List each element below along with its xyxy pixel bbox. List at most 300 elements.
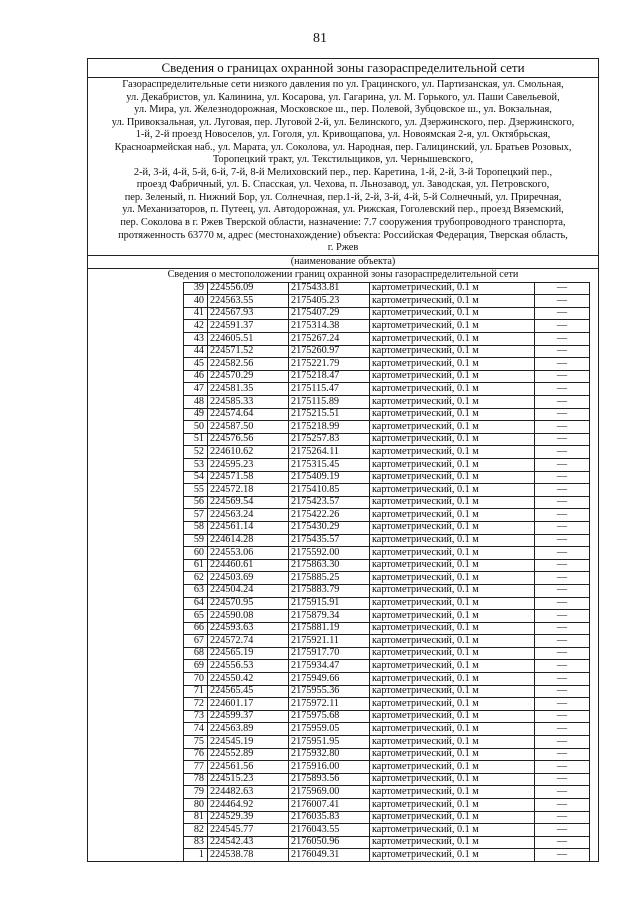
point-number: 58 <box>184 521 208 534</box>
point-number: 50 <box>184 421 208 434</box>
method-accuracy: картометрический, 0.1 м <box>370 458 535 471</box>
method-accuracy: картометрический, 0.1 м <box>370 320 535 333</box>
row-spacer <box>590 358 600 371</box>
description-dash: — <box>535 799 590 812</box>
method-accuracy: картометрический, 0.1 м <box>370 370 535 383</box>
row-spacer <box>87 421 184 434</box>
row-spacer <box>87 584 184 597</box>
point-number: 64 <box>184 597 208 610</box>
description-dash: — <box>535 836 590 849</box>
description-dash: — <box>535 282 590 295</box>
y-coordinate: 2175257.83 <box>289 433 370 446</box>
row-spacer <box>590 836 600 849</box>
description-line: 2-й, 3-й, 4-й, 5-й, 6-й, 7-й, 8-й Мелиховский пер., пер. Каретина, 1-й, 2-й, 3-й Торопецкий пер., <box>133 166 553 178</box>
row-spacer <box>590 660 600 673</box>
point-number: 69 <box>184 660 208 673</box>
description-line: Торопецкий тракт, ул. Текстильщиков, ул. Чернышевского, <box>212 154 474 166</box>
row-spacer <box>590 811 600 824</box>
row-spacer <box>87 635 184 648</box>
row-spacer <box>590 761 600 774</box>
x-coordinate: 224599.37 <box>208 710 289 723</box>
table-row <box>87 723 599 736</box>
row-spacer <box>590 458 600 471</box>
point-number: 47 <box>184 383 208 396</box>
y-coordinate: 2175917.70 <box>289 647 370 660</box>
x-coordinate: 224610.62 <box>208 446 289 459</box>
coordinates-table <box>87 282 599 861</box>
row-spacer <box>590 710 600 723</box>
table-row <box>87 370 599 383</box>
y-coordinate: 2175410.85 <box>289 484 370 497</box>
description-line: пер. Зеленый, п. Нижний Бор, ул. Солнечная, пер.1-й, 2-й, 3-й, 4-й, 5-й Солнечный, ул. Приречная, <box>124 191 562 203</box>
method-accuracy: картометрический, 0.1 м <box>370 836 535 849</box>
y-coordinate: 2175260.97 <box>289 345 370 358</box>
row-spacer <box>590 572 600 585</box>
method-accuracy: картометрический, 0.1 м <box>370 559 535 572</box>
x-coordinate: 224574.64 <box>208 408 289 421</box>
row-spacer <box>590 421 600 434</box>
method-accuracy: картометрический, 0.1 м <box>370 333 535 346</box>
y-coordinate: 2175949.66 <box>289 673 370 686</box>
y-coordinate: 2175215.51 <box>289 408 370 421</box>
description-dash: — <box>535 471 590 484</box>
y-coordinate: 2176050.96 <box>289 836 370 849</box>
description-dash: — <box>535 647 590 660</box>
row-spacer <box>590 698 600 711</box>
table-row <box>87 698 599 711</box>
table-row <box>87 736 599 749</box>
x-coordinate: 224561.56 <box>208 761 289 774</box>
table-row <box>87 824 599 837</box>
row-spacer <box>590 559 600 572</box>
description-dash: — <box>535 484 590 497</box>
point-number: 61 <box>184 559 208 572</box>
row-spacer <box>87 458 184 471</box>
description-dash: — <box>535 660 590 673</box>
x-coordinate: 224570.29 <box>208 370 289 383</box>
description-line: г. Ржев <box>327 242 359 254</box>
x-coordinate: 224571.52 <box>208 345 289 358</box>
row-spacer <box>590 496 600 509</box>
point-number: 82 <box>184 824 208 837</box>
table-row <box>87 597 599 610</box>
x-coordinate: 224460.61 <box>208 559 289 572</box>
point-number: 71 <box>184 685 208 698</box>
table-row <box>87 748 599 761</box>
method-accuracy: картометрический, 0.1 м <box>370 811 535 824</box>
table-row <box>87 761 599 774</box>
point-number: 81 <box>184 811 208 824</box>
description-dash: — <box>535 748 590 761</box>
row-spacer <box>87 383 184 396</box>
point-number: 62 <box>184 572 208 585</box>
row-spacer <box>590 446 600 459</box>
y-coordinate: 2175221.79 <box>289 358 370 371</box>
row-spacer <box>87 761 184 774</box>
table-row <box>87 534 599 547</box>
y-coordinate: 2176043.55 <box>289 824 370 837</box>
description-dash: — <box>535 635 590 648</box>
y-coordinate: 2175881.19 <box>289 622 370 635</box>
description-dash: — <box>535 811 590 824</box>
point-number: 55 <box>184 484 208 497</box>
row-spacer <box>87 521 184 534</box>
description-dash: — <box>535 521 590 534</box>
description-dash: — <box>535 446 590 459</box>
point-number: 72 <box>184 698 208 711</box>
point-number: 60 <box>184 547 208 560</box>
method-accuracy: картометрический, 0.1 м <box>370 396 535 409</box>
method-accuracy: картометрический, 0.1 м <box>370 572 535 585</box>
row-spacer <box>590 673 600 686</box>
x-coordinate: 224529.39 <box>208 811 289 824</box>
row-spacer <box>87 282 184 295</box>
y-coordinate: 2175314.38 <box>289 320 370 333</box>
method-accuracy: картометрический, 0.1 м <box>370 383 535 396</box>
row-spacer <box>87 597 184 610</box>
x-coordinate: 224482.63 <box>208 786 289 799</box>
coordinates-heading: Сведения о местоположении границ охранной зоны газораспределительной сети <box>88 268 598 282</box>
table-row <box>87 584 599 597</box>
point-number: 39 <box>184 282 208 295</box>
x-coordinate: 224538.78 <box>208 849 289 861</box>
row-spacer <box>590 307 600 320</box>
table-row <box>87 307 599 320</box>
description-dash: — <box>535 370 590 383</box>
row-spacer <box>590 383 600 396</box>
description-dash: — <box>535 773 590 786</box>
point-number: 65 <box>184 610 208 623</box>
description-dash: — <box>535 710 590 723</box>
method-accuracy: картометрический, 0.1 м <box>370 698 535 711</box>
row-spacer <box>590 736 600 749</box>
description-dash: — <box>535 572 590 585</box>
table-row <box>87 773 599 786</box>
point-number: 56 <box>184 496 208 509</box>
y-coordinate: 2175951.95 <box>289 736 370 749</box>
point-number: 78 <box>184 773 208 786</box>
x-coordinate: 224572.18 <box>208 484 289 497</box>
table-row <box>87 547 599 560</box>
point-number: 40 <box>184 295 208 308</box>
method-accuracy: картометрический, 0.1 м <box>370 673 535 686</box>
point-number: 73 <box>184 710 208 723</box>
y-coordinate: 2175409.19 <box>289 471 370 484</box>
row-spacer <box>590 534 600 547</box>
method-accuracy: картометрический, 0.1 м <box>370 736 535 749</box>
x-coordinate: 224565.45 <box>208 685 289 698</box>
x-coordinate: 224576.56 <box>208 433 289 446</box>
table-row <box>87 484 599 497</box>
x-coordinate: 224570.95 <box>208 597 289 610</box>
table-row <box>87 458 599 471</box>
row-spacer <box>590 635 600 648</box>
table-row <box>87 622 599 635</box>
description-line: ул. Мира, ул. Железнодорожная, Московское ш., пер. Полевой, Зубцовское ш., ул. Вокзальная, <box>134 104 552 116</box>
row-spacer <box>590 408 600 421</box>
table-row <box>87 496 599 509</box>
row-spacer <box>590 584 600 597</box>
row-spacer <box>87 710 184 723</box>
description-line: Красноармейская наб., ул. Марата, ул. Соколова, ул. Народная, пер. Галицинский, ул. Братьев Розовых, <box>114 141 572 153</box>
point-number: 46 <box>184 370 208 383</box>
point-number: 41 <box>184 307 208 320</box>
point-number: 49 <box>184 408 208 421</box>
method-accuracy: картометрический, 0.1 м <box>370 773 535 786</box>
row-spacer <box>87 773 184 786</box>
x-coordinate: 224552.89 <box>208 748 289 761</box>
description-dash: — <box>535 383 590 396</box>
description-dash: — <box>535 597 590 610</box>
x-coordinate: 224563.24 <box>208 509 289 522</box>
row-spacer <box>87 547 184 560</box>
y-coordinate: 2175915.91 <box>289 597 370 610</box>
method-accuracy: картометрический, 0.1 м <box>370 723 535 736</box>
y-coordinate: 2175893.56 <box>289 773 370 786</box>
row-spacer <box>87 685 184 698</box>
x-coordinate: 224591.37 <box>208 320 289 333</box>
row-spacer <box>87 799 184 812</box>
y-coordinate: 2175879.34 <box>289 610 370 623</box>
row-spacer <box>87 673 184 686</box>
y-coordinate: 2175430.29 <box>289 521 370 534</box>
description-dash: — <box>535 458 590 471</box>
method-accuracy: картометрический, 0.1 м <box>370 610 535 623</box>
table-row <box>87 635 599 648</box>
table-row <box>87 647 599 660</box>
row-spacer <box>590 824 600 837</box>
row-spacer <box>590 647 600 660</box>
method-accuracy: картометрический, 0.1 м <box>370 421 535 434</box>
row-spacer <box>87 534 184 547</box>
point-number: 1 <box>184 849 208 861</box>
table-row <box>87 433 599 446</box>
row-spacer <box>87 446 184 459</box>
point-number: 48 <box>184 396 208 409</box>
table-row <box>87 320 599 333</box>
section-heading: Сведения о границах охранной зоны газораспределительной сети <box>88 59 598 78</box>
method-accuracy: картометрический, 0.1 м <box>370 597 535 610</box>
point-number: 57 <box>184 509 208 522</box>
row-spacer <box>590 509 600 522</box>
description-dash: — <box>535 698 590 711</box>
x-coordinate: 224553.06 <box>208 547 289 560</box>
point-number: 75 <box>184 736 208 749</box>
table-row <box>87 660 599 673</box>
row-spacer <box>590 282 600 295</box>
x-coordinate: 224563.55 <box>208 295 289 308</box>
x-coordinate: 224572.74 <box>208 635 289 648</box>
method-accuracy: картометрический, 0.1 м <box>370 534 535 547</box>
table-row <box>87 849 599 861</box>
row-spacer <box>87 698 184 711</box>
description-dash: — <box>535 421 590 434</box>
row-spacer <box>590 433 600 446</box>
method-accuracy: картометрический, 0.1 м <box>370 408 535 421</box>
document-section <box>87 58 599 862</box>
point-number: 70 <box>184 673 208 686</box>
row-spacer <box>590 849 600 861</box>
method-accuracy: картометрический, 0.1 м <box>370 484 535 497</box>
row-spacer <box>590 748 600 761</box>
method-accuracy: картометрический, 0.1 м <box>370 710 535 723</box>
y-coordinate: 2175218.47 <box>289 370 370 383</box>
row-spacer <box>87 408 184 421</box>
object-description <box>88 78 598 255</box>
x-coordinate: 224571.58 <box>208 471 289 484</box>
y-coordinate: 2175433.81 <box>289 282 370 295</box>
x-coordinate: 224582.56 <box>208 358 289 371</box>
description-dash: — <box>535 408 590 421</box>
x-coordinate: 224595.23 <box>208 458 289 471</box>
point-number: 79 <box>184 786 208 799</box>
row-spacer <box>87 433 184 446</box>
y-coordinate: 2175264.11 <box>289 446 370 459</box>
y-coordinate: 2176049.31 <box>289 849 370 861</box>
row-spacer <box>87 320 184 333</box>
y-coordinate: 2175405.23 <box>289 295 370 308</box>
point-number: 51 <box>184 433 208 446</box>
method-accuracy: картометрический, 0.1 м <box>370 660 535 673</box>
table-row <box>87 559 599 572</box>
description-dash: — <box>535 610 590 623</box>
y-coordinate: 2175972.11 <box>289 698 370 711</box>
description-dash: — <box>535 786 590 799</box>
point-number: 66 <box>184 622 208 635</box>
table-row <box>87 610 599 623</box>
y-coordinate: 2175422.26 <box>289 509 370 522</box>
x-coordinate: 224567.93 <box>208 307 289 320</box>
y-coordinate: 2175267.24 <box>289 333 370 346</box>
point-number: 54 <box>184 471 208 484</box>
x-coordinate: 224593.63 <box>208 622 289 635</box>
x-coordinate: 224515.23 <box>208 773 289 786</box>
point-number: 52 <box>184 446 208 459</box>
description-dash: — <box>535 396 590 409</box>
point-number: 42 <box>184 320 208 333</box>
table-row <box>87 685 599 698</box>
point-number: 76 <box>184 748 208 761</box>
y-coordinate: 2175975.68 <box>289 710 370 723</box>
method-accuracy: картометрический, 0.1 м <box>370 433 535 446</box>
method-accuracy: картометрический, 0.1 м <box>370 345 535 358</box>
x-coordinate: 224561.14 <box>208 521 289 534</box>
x-coordinate: 224464.92 <box>208 799 289 812</box>
y-coordinate: 2175883.79 <box>289 584 370 597</box>
table-row <box>87 421 599 434</box>
description-line: 1-й, 2-й проезд Новоселов, ул. Гоголя, ул. Кривощапова, ул. Новоямская 2-я, ул. Октябрьская, <box>135 129 551 141</box>
table-row <box>87 383 599 396</box>
y-coordinate: 2175115.47 <box>289 383 370 396</box>
method-accuracy: картометрический, 0.1 м <box>370 471 535 484</box>
description-dash: — <box>535 509 590 522</box>
method-accuracy: картометрический, 0.1 м <box>370 509 535 522</box>
point-number: 80 <box>184 799 208 812</box>
description-dash: — <box>535 496 590 509</box>
row-spacer <box>590 685 600 698</box>
y-coordinate: 2175115.89 <box>289 396 370 409</box>
method-accuracy: картометрический, 0.1 м <box>370 622 535 635</box>
row-spacer <box>590 396 600 409</box>
row-spacer <box>87 811 184 824</box>
row-spacer <box>87 610 184 623</box>
table-row <box>87 408 599 421</box>
method-accuracy: картометрический, 0.1 м <box>370 761 535 774</box>
method-accuracy: картометрический, 0.1 м <box>370 496 535 509</box>
table-row <box>87 673 599 686</box>
x-coordinate: 224614.28 <box>208 534 289 547</box>
point-number: 44 <box>184 345 208 358</box>
method-accuracy: картометрический, 0.1 м <box>370 824 535 837</box>
description-line: ул. Декабристов, ул. Калинина, ул. Косарова, ул. Гагарина, ул. М. Горького, ул. Паши Савельевой, <box>126 91 560 103</box>
y-coordinate: 2175315.45 <box>289 458 370 471</box>
table-row <box>87 471 599 484</box>
description-dash: — <box>535 849 590 861</box>
row-spacer <box>590 786 600 799</box>
x-coordinate: 224550.42 <box>208 673 289 686</box>
y-coordinate: 2175921.11 <box>289 635 370 648</box>
row-spacer <box>87 345 184 358</box>
table-row <box>87 333 599 346</box>
method-accuracy: картометрический, 0.1 м <box>370 849 535 861</box>
row-spacer <box>87 836 184 849</box>
description-dash: — <box>535 320 590 333</box>
x-coordinate: 224585.33 <box>208 396 289 409</box>
table-row <box>87 799 599 812</box>
method-accuracy: картометрический, 0.1 м <box>370 358 535 371</box>
description-dash: — <box>535 295 590 308</box>
row-spacer <box>590 484 600 497</box>
point-number: 53 <box>184 458 208 471</box>
object-name-caption: (наименование объекта) <box>88 255 598 268</box>
description-dash: — <box>535 761 590 774</box>
point-number: 68 <box>184 647 208 660</box>
table-row <box>87 295 599 308</box>
point-number: 43 <box>184 333 208 346</box>
row-spacer <box>87 370 184 383</box>
description-line: пер. Соколова в г. Ржев Тверской области, назначение: 7.7 сооружения трубопроводного транспорта, <box>120 217 566 229</box>
point-number: 77 <box>184 761 208 774</box>
description-dash: — <box>535 685 590 698</box>
y-coordinate: 2175969.00 <box>289 786 370 799</box>
description-dash: — <box>535 534 590 547</box>
row-spacer <box>87 471 184 484</box>
table-row <box>87 358 599 371</box>
row-spacer <box>590 345 600 358</box>
x-coordinate: 224590.08 <box>208 610 289 623</box>
description-dash: — <box>535 673 590 686</box>
y-coordinate: 2175885.25 <box>289 572 370 585</box>
point-number: 63 <box>184 584 208 597</box>
row-spacer <box>87 509 184 522</box>
description-dash: — <box>535 723 590 736</box>
point-number: 59 <box>184 534 208 547</box>
table-row <box>87 509 599 522</box>
row-spacer <box>87 849 184 861</box>
method-accuracy: картометрический, 0.1 м <box>370 799 535 812</box>
table-row <box>87 446 599 459</box>
row-spacer <box>590 471 600 484</box>
x-coordinate: 224581.35 <box>208 383 289 396</box>
y-coordinate: 2175592.00 <box>289 547 370 560</box>
table-row <box>87 572 599 585</box>
row-spacer <box>590 521 600 534</box>
row-spacer <box>87 748 184 761</box>
table-row <box>87 345 599 358</box>
row-spacer <box>87 824 184 837</box>
row-spacer <box>87 396 184 409</box>
x-coordinate: 224587.50 <box>208 421 289 434</box>
